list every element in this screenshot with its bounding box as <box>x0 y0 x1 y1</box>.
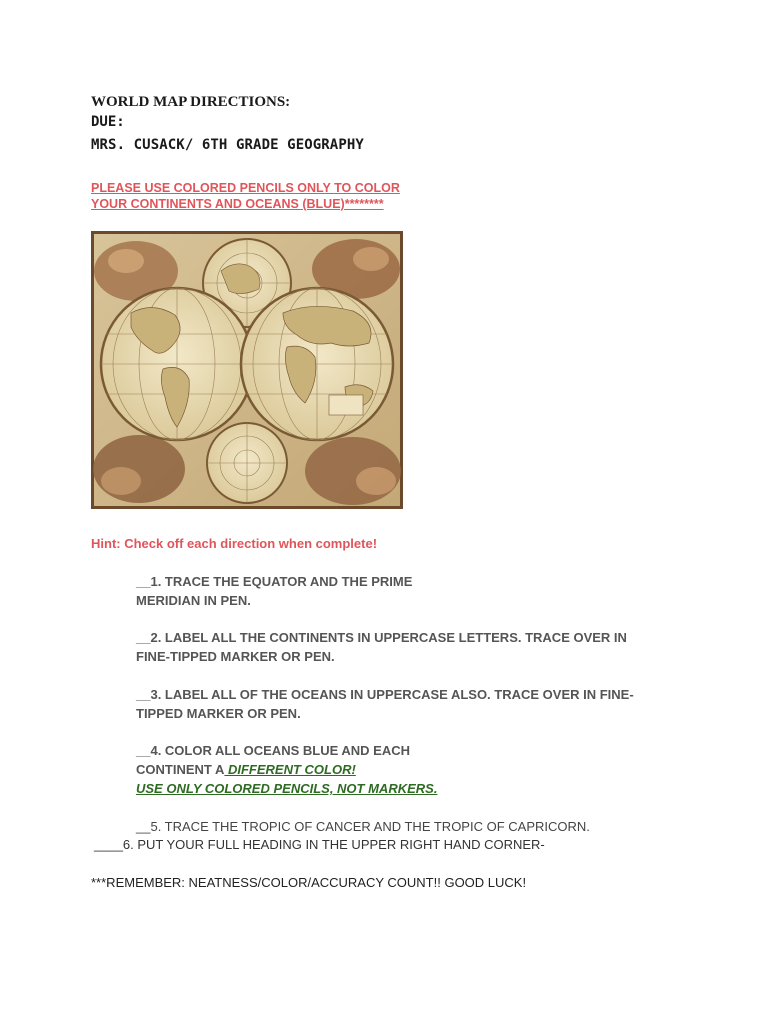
hint-text: Hint: Check off each direction when complete! <box>91 536 378 551</box>
step-1-line-1: __1. TRACE THE EQUATOR AND THE PRIME <box>136 574 413 589</box>
direction-step-2 <box>136 628 627 666</box>
colored-pencils-warning <box>91 180 400 212</box>
warning-line-1: PLEASE USE COLORED PENCILS ONLY TO COLOR <box>91 181 400 195</box>
direction-step-1 <box>136 572 412 610</box>
different-color-emphasis: DIFFERENT COLOR! <box>224 762 356 777</box>
step-2-line-2: FINE-TIPPED MARKER OR PEN. <box>136 649 335 664</box>
direction-step-3 <box>136 685 634 723</box>
warning-line-2: YOUR CONTINENTS AND OCEANS (BLUE)******** <box>91 197 384 211</box>
step-3-line-1: __3. LABEL ALL OF THE OCEANS IN UPPERCASE ALSO. TRACE OVER IN FINE- <box>136 687 634 702</box>
step-2-line-1: __2. LABEL ALL THE CONTINENTS IN UPPERCASE LETTERS. TRACE OVER IN <box>136 630 627 645</box>
step-3-line-2: TIPPED MARKER OR PEN. <box>136 706 301 721</box>
teacher-class-line: MRS. CUSACK/ 6TH GRADE GEOGRAPHY <box>91 137 364 153</box>
remember-note: ***REMEMBER: NEATNESS/COLOR/ACCURACY COUNT!! GOOD LUCK! <box>91 875 527 890</box>
step-4-line-1: __4. COLOR ALL OCEANS BLUE AND EACH <box>136 743 410 758</box>
step-1-line-2: MERIDIAN IN PEN. <box>136 593 251 608</box>
due-label: DUE: <box>91 114 125 130</box>
antique-world-map-image <box>91 231 403 509</box>
colored-pencils-emphasis: USE ONLY COLORED PENCILS, NOT MARKERS. <box>136 781 438 796</box>
step-4-line-2 <box>136 760 437 779</box>
direction-step-6: ____6. PUT YOUR FULL HEADING IN THE UPPER RIGHT HAND CORNER- <box>94 837 545 852</box>
direction-step-5: __5. TRACE THE TROPIC OF CANCER AND THE TROPIC OF CAPRICORN. <box>136 819 590 834</box>
document-title: WORLD MAP DIRECTIONS: <box>91 94 291 110</box>
step-4-line-2-prefix: CONTINENT A <box>136 762 225 777</box>
direction-step-4 <box>136 741 437 798</box>
world-map-illustration <box>91 231 403 509</box>
